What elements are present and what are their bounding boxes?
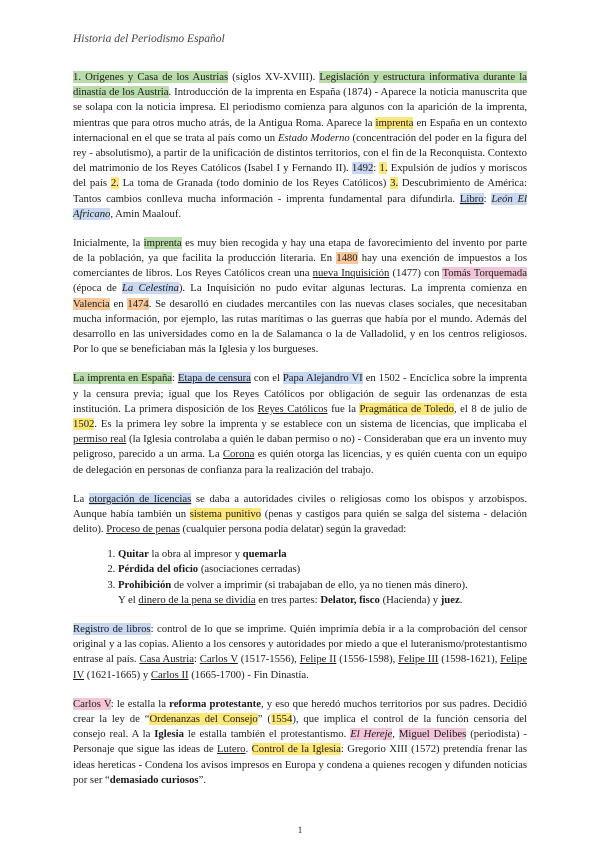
text: ). La Inquisición no pudo evitar algunas lecturas. La imprenta comienza en <box>178 282 527 295</box>
text: : <box>172 372 178 385</box>
highlight-censura: Etapa de censura <box>177 372 251 385</box>
text: en España en un contexto internacional en el que se trata al país como un <box>73 116 528 144</box>
term-reforma: reforma protestante <box>169 697 261 710</box>
highlight-licencias: otorgación de licencias <box>88 492 192 505</box>
paragraph-imprenta-espana <box>73 371 527 477</box>
label-libro: Libro <box>459 192 484 205</box>
text: . Es la primera ley sobre la imprenta y se establece con un sistema de licencias, que implicaba el <box>94 417 527 430</box>
text: (la Iglesia controlaba a quién le daban permiso o no) - Consideraban que era un invento muy peligroso, parecido a un arma. La <box>73 433 527 461</box>
text: Delator, fisco <box>320 593 380 606</box>
highlight-year: 1480 <box>336 252 358 265</box>
term-casa-austria: Casa Austria <box>139 653 194 666</box>
highlight-number: 2. <box>110 177 119 190</box>
document-header: Historia del Periodismo Español <box>73 33 225 45</box>
text: Y el <box>118 593 139 606</box>
text: , <box>392 728 399 741</box>
text: ), que implica el control de la función censoria del consejo real. A la <box>73 712 528 741</box>
king-name: Carlos V <box>199 653 238 666</box>
highlight-ordenanzas: Ordenanzas del Consejo <box>149 712 258 725</box>
highlight-year: 1554 <box>270 712 293 725</box>
king-name: Felipe II <box>299 653 337 666</box>
text: La toma de Granada (todo dominio de los Reyes Católicos) <box>118 177 391 190</box>
list-item <box>118 578 527 593</box>
text: es muy bien recogida y hay una etapa de favorecimiento del invento por parte de la población, ya que facilita la producción literaria. En <box>73 236 527 265</box>
text: de volver a imprimir (si trabajaban de ello, ya no tienen más dinero). <box>171 578 468 591</box>
text: (1517-1556), <box>237 653 300 666</box>
text: : <box>373 162 380 175</box>
text: : control de lo que se imprime. Quién imprimía debía ir a la comprobación del censor original y a las copias. Aliento a los censores y autoridades por miedo a que el luteranismo/protestantismo entrase al país. <box>73 623 527 666</box>
text: , y eso que heredó muchos territorios por sus padres. Decidió crear la ley de “ <box>73 697 527 725</box>
section-heading: 1. Orígenes y Casa de los Austrias <box>73 71 229 83</box>
text: Inicialmente, la <box>73 236 144 249</box>
text: en 1502 - Encíclica sobre la imprenta y la censura previa; igual que los Reyes Católicos por obligación de seguir las ordenanzas de esta institución. La primera disposición de los <box>73 372 527 415</box>
term-permiso-real: permiso real <box>73 433 127 446</box>
term-corona: Corona <box>222 448 255 461</box>
paragraph-licencias <box>73 492 527 538</box>
highlight-carlos-v: Carlos V <box>73 697 111 710</box>
penalty-list <box>73 547 527 593</box>
text: . <box>245 743 252 756</box>
highlight-valencia: Valencia <box>73 297 110 310</box>
text: (1621-1665) y <box>84 668 151 681</box>
term-curiosos: demasiado curiosos <box>109 773 199 786</box>
text: , Amin Maalouf. <box>110 207 182 220</box>
text: (concentración del poder en la figura del rey - absolutismo), a partir de la unificación de distintos territorios, con el fin de la Reconquista. Contexto del matrimonio de los Reyes Católicos (Isabel I y Fernando II). <box>73 131 528 175</box>
text: : Gregorio XIII (1572) pretendía frenar las ideas hereticas - Condena los avisos impresos en Europa y condena a quienes recogen y difunden noticias por ser “ <box>73 743 528 786</box>
text: en tres partes: <box>255 593 321 606</box>
term-estado-moderno: Estado Moderno <box>277 131 350 144</box>
text: quemarla <box>242 548 287 561</box>
paragraph-carlos-v <box>73 697 527 788</box>
text: en <box>109 297 128 310</box>
text: juez <box>440 593 460 606</box>
text: (asociaciones cerradas) <box>198 563 301 576</box>
term-iglesia: Iglesia <box>154 728 184 741</box>
highlight-year: 1474 <box>127 297 149 310</box>
text: (periodista) - Personaje que sigue las ideas de <box>73 728 527 756</box>
list-item <box>118 562 527 577</box>
text: (época de <box>73 282 122 295</box>
king-name: Felipe III <box>398 653 439 666</box>
highlight-delibes: Miguel Delibes <box>398 728 467 741</box>
term-reyes-catolicos: Reyes Católicos <box>257 402 328 415</box>
page-number: 1 <box>297 825 303 835</box>
list-item <box>118 547 527 562</box>
text: : <box>483 192 492 205</box>
paragraph-origins <box>73 70 527 222</box>
text: La <box>73 492 89 505</box>
text: , el 8 de julio de <box>453 402 527 415</box>
book-title: La Celestina <box>121 282 179 295</box>
highlight-imprenta: imprenta <box>143 236 182 249</box>
text: dinero de la pena se dividía <box>138 593 256 606</box>
highlight-heading: La imprenta en España <box>73 372 173 385</box>
highlight-torquemada: Tomás Torquemada <box>442 267 528 280</box>
text: Quitar <box>118 548 149 561</box>
text: (penas y castigos para quién se salga del sistema - delación delito). <box>73 507 527 536</box>
book-title: León El Africano <box>73 192 527 220</box>
text: con el <box>250 372 283 385</box>
king-name: Felipe IV <box>73 653 527 681</box>
paragraph-registro <box>73 622 527 683</box>
text: le estalla también el protestantismo. <box>183 728 351 741</box>
text: ” ( <box>257 712 271 725</box>
highlight-year: 1492 <box>351 162 374 175</box>
text: . Se desarolló en ciudades mercantiles con las nuevas clases sociales, que necesitaban mucha información, por ejemplo, las rutas marítimas o las guerras que había por el mundo. Además del desarrollo en las universidades como en la de Salamanca o la de Valladolid, y en los centros religiosos. Por lo que se beneficiaban más la Iglesia y los burgueses. <box>73 297 527 356</box>
paragraph-initial <box>73 236 527 358</box>
highlight-pragmatica: Pragmática de Toledo <box>359 402 454 415</box>
term-lutero: Lutero <box>217 743 246 756</box>
text: (1598-1621), <box>438 653 501 666</box>
document-body <box>73 70 527 802</box>
text: la obra al impresor y <box>148 548 243 561</box>
highlight-hereje: El Hereje <box>350 728 393 741</box>
highlight-year: 1502 <box>73 417 95 430</box>
highlight-legislation: Legislación y estructura informativa durante la dinastía de los Austria <box>73 71 527 99</box>
term-proceso-penas: Proceso de penas <box>106 523 180 536</box>
text: (1556-1598), <box>336 653 399 666</box>
text: . Introducción de la imprenta en España (1874) - Aparece la noticia manuscrita que se solapa con la noticia impresa. El periodismo comienza para algunos con la aparición de la imprenta, mientras que para otros mucho atrás, de la Antigua Roma. Aparece la <box>73 86 527 129</box>
highlight-imprenta: imprenta <box>375 116 414 129</box>
text: Expulsión de judíos y moriscos del país <box>73 162 527 190</box>
king-name: Carlos II <box>150 668 189 681</box>
highlight-punitivo: sistema punitivo <box>189 507 262 520</box>
highlight-number: 1. <box>379 162 388 175</box>
text: ”. <box>198 773 206 786</box>
text: (1665-1700) - Fin Dinastía. <box>188 668 309 681</box>
penalty-note <box>73 593 527 608</box>
term-inquisicion: nueva Inquisición <box>312 267 390 280</box>
text: Descubrimiento de América: Tantos cambios conlleva mucha información - imprenta fundamental para difundirla. <box>73 177 527 205</box>
text: . <box>459 593 463 606</box>
highlight-control-iglesia: Control de la Iglesia <box>251 743 341 756</box>
text: fue la <box>327 402 360 415</box>
highlight-registro: Registro de libros <box>73 623 151 635</box>
text: (Hacienda) y <box>379 593 441 606</box>
text: Prohibición <box>118 578 172 591</box>
text: : le estalla la <box>110 697 170 710</box>
text: hay una exención de impuestos a los comerciantes de libros. Los Reyes Católicos crean una <box>73 252 527 280</box>
highlight-number: 3. <box>390 177 399 190</box>
text: : <box>193 653 200 666</box>
text: (1477) con <box>389 267 443 280</box>
text: es quién otorga las licencias, y es quién cuenta con un equipo de delegación en personas de confianza para la realización del trabajo. <box>73 448 527 476</box>
text: (siglos XV-XVIII). <box>228 71 320 83</box>
text: se daba a autoridades civiles o religiosas como los obispos y arzobispos. Aunque había también un <box>73 492 527 520</box>
text: Pérdida del oficio <box>118 563 199 576</box>
highlight-papa: Papa Alejandro VI <box>282 372 363 385</box>
text: (cualquier persona podía delatar) según la gravedad: <box>179 523 407 536</box>
